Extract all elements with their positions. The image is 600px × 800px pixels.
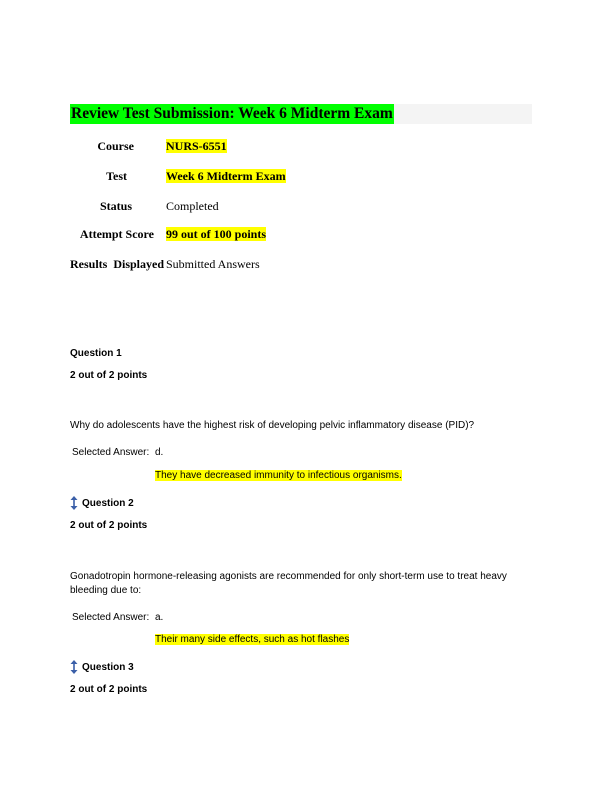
question-1-title: Question 1 (70, 348, 122, 359)
reorder-arrow-icon (70, 660, 78, 674)
test-label: Test (106, 169, 127, 183)
results-displayed-label: Results Displayed (70, 257, 165, 271)
reorder-arrow-icon (70, 496, 78, 510)
course-label: Course (97, 139, 134, 153)
question-1-selected-letter: d. (155, 447, 164, 458)
course-value: NURS-6551 (166, 139, 227, 153)
test-value: Week 6 Midterm Exam (166, 169, 286, 183)
question-1-points: 2 out of 2 points (70, 370, 148, 381)
page-title: Review Test Submission: Week 6 Midterm Exam (71, 105, 393, 122)
status-value: Completed (166, 199, 219, 213)
question-2-selected-letter: a. (155, 612, 164, 623)
question-2-title: Question 2 (82, 498, 134, 509)
question-1-selected-answer: They have decreased immunity to infectious organisms. (155, 470, 402, 481)
attempt-score-label: Attempt Score (79, 227, 154, 241)
question-1-selected-label: Selected Answer: (72, 447, 150, 458)
attempt-score-value: 99 out of 100 points (166, 227, 267, 241)
question-2-selected-answer: Their many side effects, such as hot flashes (155, 634, 350, 645)
status-label: Status (99, 199, 132, 213)
question-3-points: 2 out of 2 points (70, 684, 148, 695)
results-displayed-value: Submitted Answers (166, 257, 260, 271)
question-3-title: Question 3 (82, 662, 134, 673)
question-2-selected-label: Selected Answer: (72, 612, 150, 623)
question-1-text: Why do adolescents have the highest risk of developing pelvic inflammatory disease (PID)? (70, 420, 475, 431)
question-2-text: Gonadotropin hormone-releasing agonists are recommended for only short-term use to treat heavy bleeding due to: (70, 571, 507, 596)
question-2-points: 2 out of 2 points (70, 520, 148, 531)
